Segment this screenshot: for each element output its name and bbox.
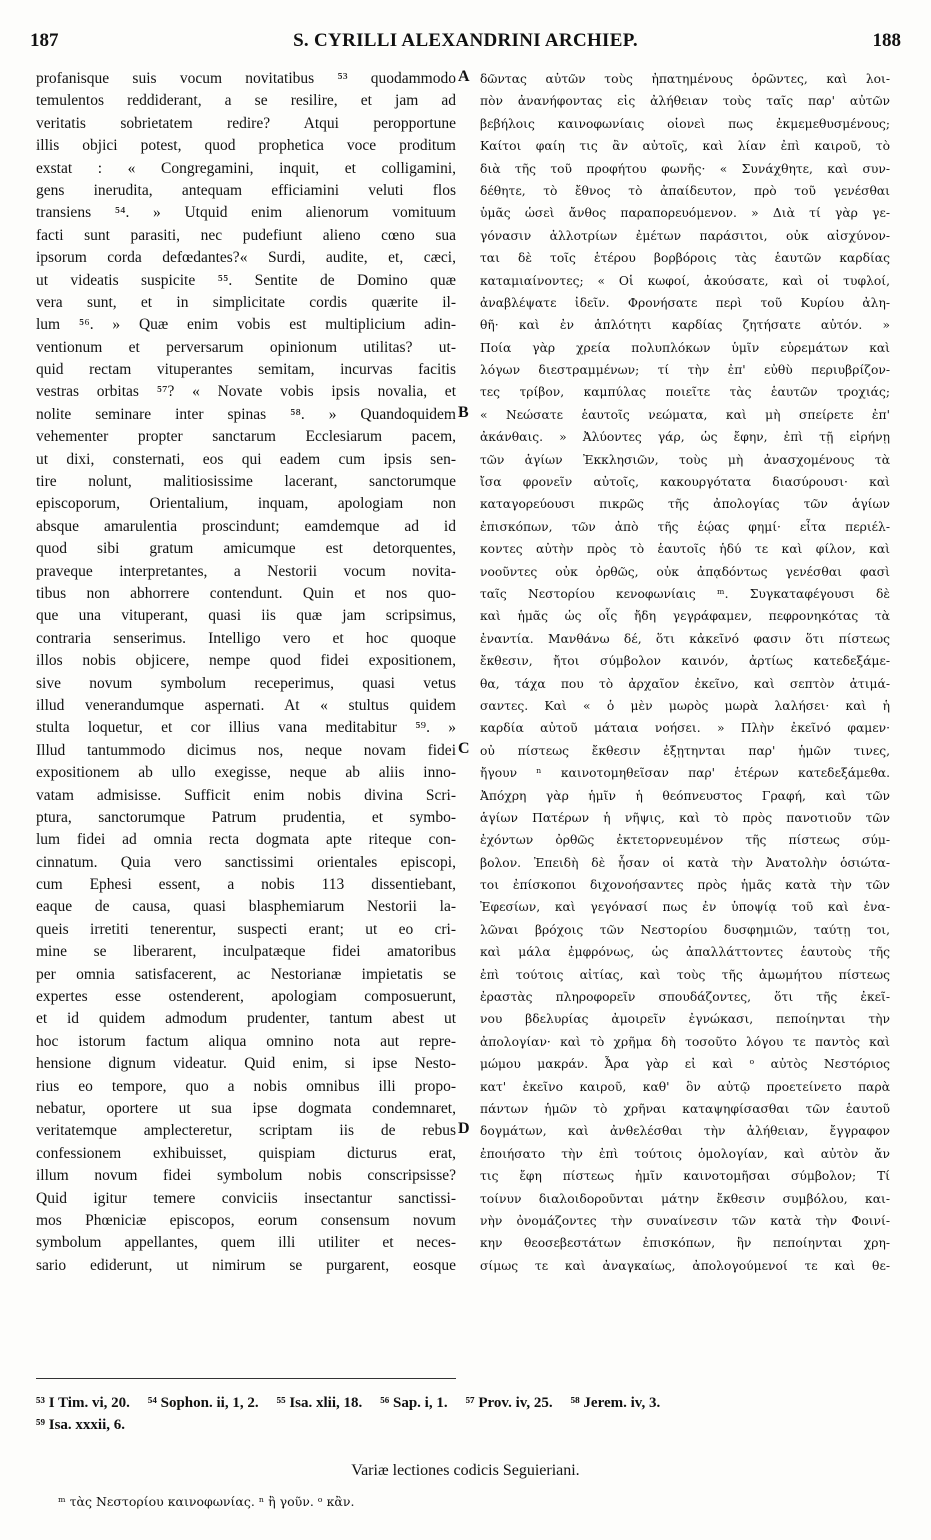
greek-line: δέθητε, τὸ ἔθνος τὸ ἀπαίδευτον, πρὸ τοῦ γενέσθαι [480,183,890,198]
greek-line: ὑμᾶς ὡσεὶ ἄνθος παραπορευόμενον. » Διὰ τί γὰρ γε- [480,206,890,221]
latin-line: Quid igitur temere conviciis insectantur sanctissi- [36,1189,456,1207]
latin-line: vestras orbitas ⁵⁷? « Novate vobis ipsis novalia, et [36,383,456,401]
greek-line: ἴσα φρονεῖν αὐτοῖς, κακουργότατα διασύρουσι· καὶ [480,475,890,490]
greek-line: νου βδελυρίας ἀμοιρεῖν ἐγνώκασι, πεποίηνται τὴν [480,1012,890,1027]
latin-line: ut dixi, consternati, eos qui eadem cum ipsis sen- [36,450,456,468]
greek-line: ἐραστὰς πληροφορεῖν σπουδάζοντες, ὅτι τῆς ἐκεῖ- [480,990,890,1005]
latin-line: mos Phœniciæ episcopos, eorum consensum novum [36,1211,456,1229]
latin-line: profanisque suis vocum novitatibus ⁵³ quodammodo [36,70,456,87]
greek-line: Ποία γὰρ χρεία πολυπλόκων ὑμῖν εὑρεμάτων καὶ [480,340,890,355]
latin-line: absque amarulentia proscindunt; eamdemque ad id [36,517,456,535]
latin-line: stulta loquetur, et cor illius vana meditabitur ⁵⁹. » [36,719,456,737]
greek-line: καρδία αὐτοῦ μάταια νοήσει. » Πλὴν ἐκεῖνό φαμεν· [480,721,890,736]
running-title: S. CYRILLI ALEXANDRINI ARCHIEP. [293,30,638,51]
latin-line: quid rectam vituperantes semitam, incurvas facitis [36,361,456,379]
greek-line: « Νεώσατε ἑαυτοῖς νεώματα, καὶ μὴ σπείρετε ἐπ' [480,407,890,422]
latin-line: veritatis sobrietatem redire? Atqui peropportune [36,114,456,132]
latin-line: illis objici potest, quod prophetica voce proditum [36,137,456,155]
latin-line: sive novum symbolum receperimus, quasi vetus [36,674,456,692]
greek-line: τες τρίβον, καμπύλας ποιεῖτε τὰς ἑαυτῶν τροχιάς; [480,385,890,400]
latin-line: expositionem ab ullo exegisse, neque ab aliis inno- [36,764,456,782]
greek-line: ἀπολογίαν· καὶ τὸ χρῆμα δὴ τοσοῦτο λόγου τε παντὸς καὶ [480,1034,890,1049]
greek-line: σαντες. Καὶ « ὁ μὲν μωρὸς μωρὰ λαλήσει· καὶ ἡ [480,698,890,713]
greek-line: ἀναβλέψατε ἰδεῖν. Φρονήσατε περὶ τοῦ Κυρίου ἀλη- [480,295,890,310]
greek-line: θα, τάχα που τὸ ἀρχαῖον ἐκεῖνο, καὶ σεπτὸν ἀτιμά- [480,676,890,691]
latin-line: gens inerudita, antequam efficiamini veluti flos [36,181,456,199]
margin-marker-d: D [458,1120,470,1137]
greek-line: Ἐφεσίων, καὶ γεγόνασί πως ἐν ὑποψίᾳ τοῦ καὶ ἐνα- [480,900,890,915]
margin-marker-b: B [458,404,469,421]
greek-column [480,68,890,1277]
footnote-line-1 [36,1392,906,1414]
latin-line: praveque interpretantes, a Nestorii vocum novita- [36,562,456,580]
greek-line: ἁγίων Πατέρων ἡ νῆψις, καὶ τὸ πρὸς πανοτιοῦν τῶν [480,810,890,825]
footnote-reference: ⁵⁴ Sophon. ii, 1, 2. [147,1395,259,1411]
footnote-reference: ⁵⁶ Sap. i, 1. [380,1395,448,1411]
latin-line: tire nolunt, malitiosissime lacerant, sanctorumque [36,473,456,491]
greek-line: κην θεοσεβεστάτων ἐπισκόπων, ἣν πεποίηνται χρη- [480,1236,890,1251]
greek-line: ἐναντία. Μανθάνω δέ, ὅτι κἀκεῖνό φασιν ὅτι πίστεως [480,631,890,646]
latin-line: temulentos reddiderant, a se resilire, et jam ad [36,92,456,110]
latin-line: illum novum fidei symbolum nobis conscripsisse? [36,1167,456,1185]
greek-line: πάντων ἡμῶν τὸ χρῆναι καταψηφίσασθαι τῶν ἑαυτοῦ [480,1101,890,1116]
latin-column [36,68,456,1277]
greek-line: νὴν ὀνομάζοντες τὴν συναίνεσιν τῶν κατὰ τὴν Φοινί- [480,1213,890,1228]
greek-line: καταγορεύουσι πικρῶς τῆς ἀπολογίας τῶν ἁγίων [480,497,890,512]
margin-marker-c: C [458,740,470,757]
latin-line: confessionem exhibuisset, quispiam dicturus erat, [36,1144,456,1162]
footnote-reference: ⁵⁷ Prov. iv, 25. [465,1395,553,1411]
page-number-left: 187 [30,30,59,51]
greek-line: βεβήλοις καινοφωνίαις οἱονεὶ πως ἐκμεμεθυσμένους; [480,116,890,131]
latin-line: veritatemque amplecteretur, scriptam iis de rebus [36,1122,456,1140]
greek-line: ταῖς Νεστορίου κενοφωνίαις ᵐ. Συγκαταφέγουσι δὲ [480,586,890,601]
greek-line: καταμιαίνοντες; « Οἱ κωφοί, ἀκούσατε, καὶ οἱ τυφλοί, [480,273,890,288]
greek-line: οὐ πίστεως ἔκθεσιν ἐξῃτηνται παρ' ἡμῶν τινες, [480,743,890,758]
latin-line: ut videatis suspicite ⁵⁵. Sentite de Domino quæ [36,271,456,289]
greek-line: καὶ ἡμᾶς ὡς οἷς ἤδη γεγράφαμεν, πεφρονηκότας τὰ [480,609,890,624]
variae-lectiones-title: Variæ lectiones codicis Seguieriani. [351,1462,580,1479]
footnote-reference: ⁵⁵ Isa. xlii, 18. [276,1395,363,1411]
greek-line: μώμου μακράν. Ἆρα γὰρ εἰ καὶ ᵒ αὐτὸς Νεστόριος [480,1057,890,1072]
latin-line: vehementer propter sanctarum Ecclesiarum pacem, [36,428,456,446]
footnote-reference: ⁵⁹ Isa. xxxii, 6. [36,1417,126,1433]
latin-line: lum fidei ad omnia recta dogmata apte riteque con- [36,831,456,849]
greek-line: δῶντας αὐτῶν τοὺς ἠπατημένους ὁρῶντες, καὶ λοι- [480,72,890,86]
latin-line: hensione dignum videatur. Quid enim, si ipse Nesto- [36,1055,456,1073]
greek-line: ἤγουν ⁿ καινοτομηθεῖσαν παρ' ἑτέρων κατεδεξάμεθα. [480,766,890,781]
margin-marker-a: A [458,68,470,85]
latin-line: ptura, sanctorumque Patrum prudentia, et symbo- [36,808,456,826]
latin-line: exstat : « Congregamini, inquit, et colligamini, [36,159,456,177]
latin-line: cinnatum. Quia vero sanctissimi orientales episcopi, [36,853,456,871]
latin-line: Illud tantummodo dicimus nos, neque novam fidei [36,741,456,759]
latin-line: eaque de causa, quasi blasphemiarum Nestorii la- [36,898,456,916]
greek-line: Ἀπόχρη γὰρ ἡμῖν ἡ θεόπνευστος Γραφή, καὶ τῶν [480,788,890,803]
greek-line: βολον. Ἐπειδὴ δὲ ἦσαν οἱ κατὰ τὴν Ἀνατολὴν ὁσιώτα- [480,855,890,870]
greek-line: πὸν ἀνανήφοντας εἰς ἀλήθειαν τοὺς ταῖς παρ' αὐτῶν [480,94,890,109]
latin-line: et id quidem admodum prudenter, tantum abest ut [36,1010,456,1028]
latin-line: mine se liberarent, inculpatæque fidei amatoribus [36,943,456,961]
greek-line: τις ἔφη πίστεως ἡμῖν καινοτομῆσαι σύμβολον; Τί [480,1169,890,1184]
greek-line: κοντες αὐτὴν πρὸς τὸ ἑαυτοῖς ἡδύ τε καὶ φίλον, καὶ [480,542,890,557]
greek-line: γόνασιν ἀλλοτρίων ἐμέτων παράσιτοι, οὐκ αἰσχύνον- [480,228,890,243]
latin-line: hoc istorum factum aliqua omnino nota aut repre- [36,1032,456,1050]
latin-line: cum Ephesi essent, a nobis 113 dissentiebant, [36,876,456,894]
latin-line: queis irretiti tenerentur, suspecti erant; ut eo cri- [36,920,456,938]
greek-line: λόγων διεστραμμένων; τί τὴν ἐπ' εὐθὺ περιυβρίζον- [480,363,890,378]
latin-line: facti sunt parasiti, nec pudefiunt alieno cœno sua [36,226,456,244]
latin-line: episcoporum, Orientalium, inquam, apologiam non [36,495,456,513]
latin-line: vera sunt, et in simplicitate cordis quærite il- [36,293,456,311]
latin-line: ipsorum corda defœdantes?« Surdi, audite, et, cæci, [36,249,456,267]
greek-line: τῶν ἁγίων Ἐκκλησιῶν, τοὺς μὴ ἀνασχομένους τὰ [480,452,890,467]
latin-line: rius eo tempore, quo a nobis omnibus illi propo- [36,1077,456,1095]
latin-line: lum ⁵⁶. » Quæ enim vobis est multiplicium adin- [36,316,456,334]
latin-line: illud venerandumque aspernati. At « stultus quidem [36,696,456,714]
latin-line: vatam admisisse. Sufficit enim nobis divina Scri- [36,786,456,804]
latin-line: illos nobis objicere, nempe quod fidei expositionem, [36,652,456,670]
footnote-reference: ⁵⁸ Jerem. iv, 3. [570,1395,661,1411]
greek-line: λῶναι βρόχοις τῶν Νεστορίου δυσφημιῶν, ταύτῃ τοι, [480,922,890,937]
greek-line: ἐποιήσατο τὴν ἐπὶ τούτοις ὁμολογίαν, καὶ αὐτὸν ἄν [480,1146,890,1161]
greek-line: νοοῦντες οὐκ ὀρθῶς, οὐκ ἀπᾳδόντως γενέσθαι φασὶ [480,564,890,579]
latin-line: tibus non abhorrere contendunt. Quin et nos quo- [36,584,456,602]
greek-line: καὶ μάλα ἐμφρόνως, ὡς ἀπαλλάττοντες ἑαυτοὺς τῆς [480,945,890,960]
footnotes [36,1392,906,1436]
greek-line: κατ' ἐκεῖνο καιροῦ, καθ' ὃν αὐτῷ προετείνετο παρὰ [480,1079,890,1094]
latin-line: que una vituperant, quasi iis quæ jam scripsimus, [36,607,456,625]
latin-line: sario ediderunt, ut nimirum se purgarent, eosque [36,1256,456,1274]
footnote-reference: ⁵³ I Tim. vi, 20. [36,1395,130,1411]
variant-readings: ᵐ τὰς Νεστορίου καινοφωνίας. ⁿ ἢ γοῦν. ᵒ κἂν. [58,1494,355,1509]
latin-line: transiens ⁵⁴. » Utquid enim alienorum vomituum [36,204,456,222]
latin-line: quod sibi gratum amicumque est detorquentes, [36,540,456,558]
greek-line: τοι ἐπίσκοποι διχονοήσαντες πρὸς ἡμᾶς κατὰ τὴν τῶν [480,878,890,893]
greek-line: ἔκθεσιν, ἤτοι σύμβολον καινόν, ἀρτίως κατεδεξάμε- [480,654,890,669]
page-number-right: 188 [872,30,901,51]
greek-line: ἐπὶ τούτοις αἰτίας, καὶ τοὺς τῆς ἀμωμήτου πίστεως [480,967,890,982]
footnote-line-2 [36,1414,906,1436]
latin-line: symbolum appellantes, quem illi utiliter et neces- [36,1234,456,1252]
latin-line: contraria senserimus. Intelligo vero et hoc quoque [36,629,456,647]
greek-line: ἐπισκόπων, τῶν ἀπὸ τῆς ἑῴας φημί· εἶτα περιέλ- [480,519,890,534]
greek-line: τοίνυν διαλοιδοροῦνται μάτην ἔκθεσιν συμβόλου, και- [480,1191,890,1206]
latin-line: expertes esse ostenderent, apologiam composuerunt, [36,988,456,1006]
greek-line: ἀκάνθαις. » Ἀλύοντες γάρ, ὡς ἔφην, ἐπὶ τῇ εἰρήνῃ [480,430,890,445]
footnote-divider [36,1378,456,1379]
greek-line: ἐχόντων ὀρθῶς ἐκτετορνευμένον τῆς πίστεως σύμ- [480,833,890,848]
latin-line: nebatur, oportere ut sua ipse dogmata condemnaret, [36,1099,456,1117]
latin-line: nolite seminare inter spinas ⁵⁸. » Quandoquidem [36,405,456,423]
page-header [30,22,901,56]
latin-line: per omnia satisfacerent, ac Nestorianæ impietatis se [36,965,456,983]
greek-line: ται δὲ τοῖς ἑτέρου βορβόροις τὰς ἑαυτῶν καρδίας [480,251,890,266]
greek-line: διὰ τῆς τοῦ προφήτου φωνῆς· « Συνάχθητε, καὶ συν- [480,161,890,176]
greek-line: δογμάτων, καὶ ἀνθελέσθαι τὴν ἀλήθειαν, ἔγγραφον [480,1124,890,1139]
greek-line: Καίτοι φαίη τις ἂν αὐτοῖς, καὶ λίαν ἐπὶ καιροῦ, τὸ [480,139,890,154]
latin-line: ventionum et perversarum opinionum utilitas? ut- [36,338,456,356]
greek-line: θῆ· καὶ ἐν ἁπλότητι καρδίας ζητήσατε αὐτόν. » [480,318,890,333]
greek-line: σίμως τε καὶ ἀναγκαίως, ἀπολογούμενοί τε καὶ θε- [480,1258,890,1273]
